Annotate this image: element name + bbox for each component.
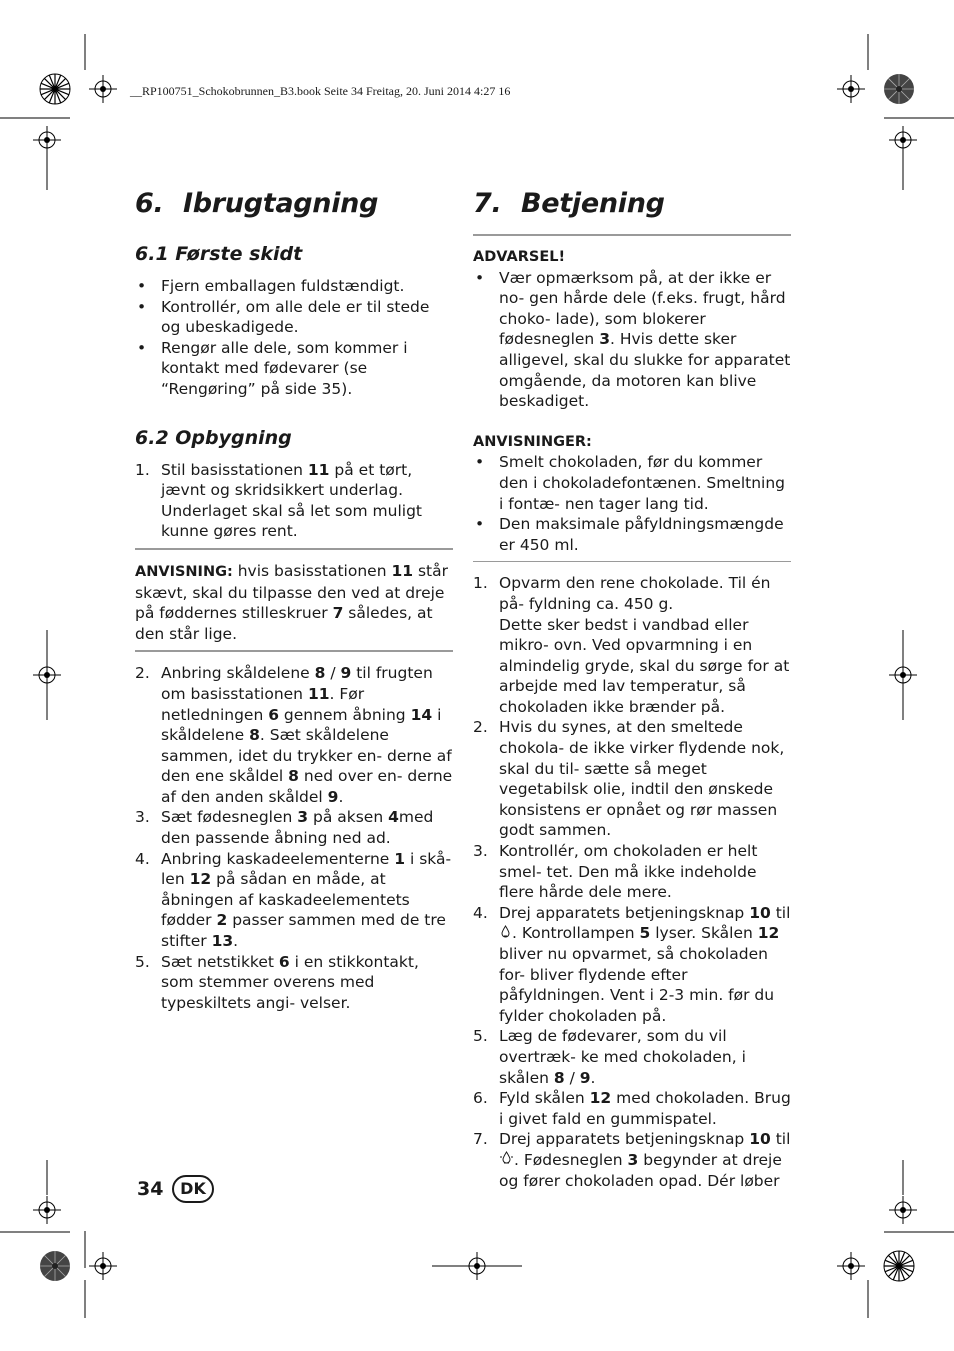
operation-steps: [473, 573, 791, 1191]
list-item: 1. Stil basisstationen 11 på et tørt, jævnt og skridsikkert underlag. Underlaget skal så let som muligt kunne gøres rent.: [135, 460, 422, 541]
list-item: • Kontrollér, om alle dele er til stede og ubeskadigede.: [135, 297, 453, 338]
list-item: • Smelt chokoladen, før du kommer den i chokoladefontænen. Smeltning i fontæ- nen tager lang tid.: [473, 452, 791, 514]
list-item: 4. Anbring kaskadeelementerne 1 i skå- len 12 på sådan en måde, at åbningen af kaskadeelementets fødder 2 passer sammen med de tre stifter 13.: [135, 849, 452, 951]
heat-drop-icon: [499, 925, 512, 940]
left-column: [135, 186, 453, 1013]
notes-label: ANVISNINGER:: [473, 433, 592, 450]
list-item: 6. Fyld skålen 12 med chokoladen. Brug i givet fald en gummispatel.: [473, 1089, 791, 1128]
list-item: 4. Drej apparatets betjeningsknap 10 til . Kontrollampen 5 lyser. Skålen 12 bliver nu opvarmet, så chokoladen for- bliver flydende efter påfyldningen. Vent i 2-3 min. før du fylder chokoladen på.: [473, 903, 791, 1025]
language-badge: DK: [172, 1175, 214, 1203]
right-column: [473, 186, 791, 1191]
assembly-steps-b: [135, 663, 453, 1013]
unpacking-list: [135, 276, 453, 400]
list-item: 2. Hvis du synes, at den smeltede chokola- de ikke virker flydende nok, skal du til- sætte så meget vegetabilsk olie, indtil den ønskede konsistens er opnået og rør massen godt sammen.: [473, 718, 785, 840]
list-item: 3. Sæt fødesneglen 3 på aksen 4med den passende åbning ned ad.: [135, 808, 434, 848]
warning-label: ADVARSEL!: [473, 249, 566, 265]
page-number: 34: [137, 1178, 164, 1200]
assembly-steps-a: [135, 460, 453, 542]
list-item: 3. Kontrollér, om chokoladen er helt smel- tet. Den må ikke indeholde flere hårde dele mere.: [473, 842, 758, 902]
list-item: 7. Drej apparatets betjeningsknap 10 til . Fødesneglen 3 begynder at dreje og fører chokoladen opad. Dér løber: [473, 1130, 791, 1190]
note-paragraph: ANVISNING: hvis basisstationen 11 står skævt, skal du tilpasse den ved at dreje på føddernes stilleskruer 7 således, at den står lige.: [135, 561, 448, 643]
list-item: • Den maksimale påfyldningsmængde er 450 ml.: [473, 514, 791, 555]
list-item: • Rengør alle dele, som kommer i kontakt med fødevarer (se “Rengøring” på side 35).: [135, 338, 453, 400]
print-file-header: __RP100751_Schokobrunnen_B3.book Seite 34 Freitag, 20. Juni 2014 4:27 16: [130, 84, 511, 98]
list-item: 5. Læg de fødevarer, som du vil overtræk- ke med chokoladen, i skålen 8 / 9.: [473, 1027, 746, 1087]
list-item: 2. Anbring skåldelene 8 / 9 til frugten om basisstationen 11. Før netledningen 6 gennem åbning 14 i skåldelene 8. Sæt skåldelene sammen, idet du trykker en- derne af den ene skåldel 8 ned over en- derne af den anden skåldel 9.: [135, 664, 453, 806]
notes-list: [473, 452, 791, 555]
section-6-1-heading: 6.1 Første skidt: [135, 243, 303, 265]
warning-list: [473, 268, 791, 412]
heat-motor-icon: [499, 1151, 514, 1167]
list-item: 1. Opvarm den rene chokolade. Til én på- fyldning ca. 450 g. Dette sker bedst i vandbad eller mikro- ovn. Ved opvarmning i en almindelig gryde, skal du sørge for at arbejde med lav temperatur, så chokoladen ikke brænder på.: [473, 574, 790, 716]
section-6-title: 6. Ibrugtagning: [135, 188, 379, 219]
list-item: • Fjern emballagen fuldstændigt.: [135, 276, 453, 297]
section-7-title: 7. Betjening: [473, 188, 665, 219]
section-6-2-heading: 6.2 Opbygning: [135, 426, 292, 449]
list-item: • Vær opmærksom på, at der ikke er no- gen hårde dele (f.eks. frugt, hård choko- lade), som blokerer fødesneglen 3. Hvis dette sker alligevel, skal du slukke for apparatet omgående, da motoren kan blive beskadiget.: [473, 268, 791, 412]
list-item: 5. Sæt netstikket 6 i en stikkontakt, som stemmer overens med typeskiltets angi- velser.: [135, 952, 419, 1012]
